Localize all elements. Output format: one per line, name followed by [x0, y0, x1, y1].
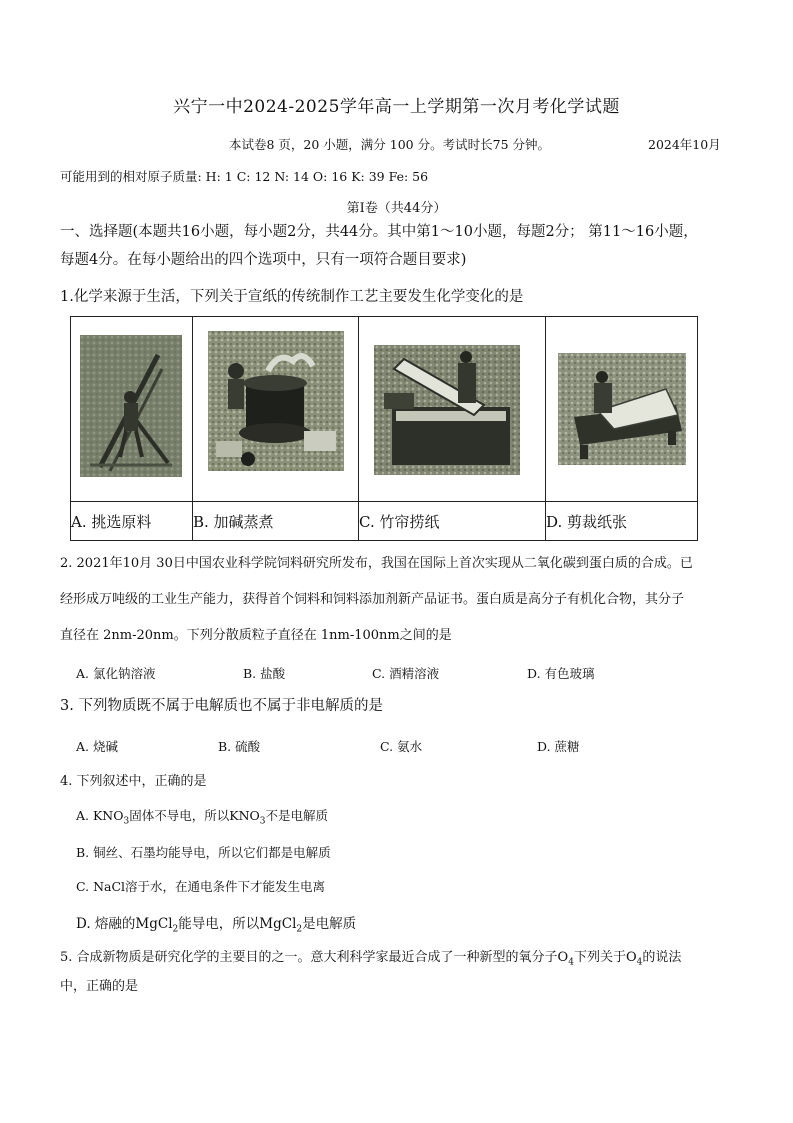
- question-4-option-b: B. 铜丝、石墨均能导电，所以它们都是电解质: [76, 845, 331, 860]
- question-4-option-d: D. 熔融的MgCl$_2$能导电，所以MgCl$_2$是电解质: [76, 916, 357, 935]
- option-b-label: B. 加碱蒸煮: [193, 502, 359, 541]
- question-4-option-a: A. $KNO_3$固体不导电，所以$KNO_3$不是电解质: [76, 808, 329, 827]
- question-4-option-c: C. NaCl溶于水，在通电条件下才能发生电离: [76, 879, 326, 894]
- question-2-line2: 经形成万吨级的工业生产能力，获得首个饲料和饲料添加剂新产品证书。蛋白质是高分子有机化合物，其分子: [60, 592, 685, 607]
- boil-with-alkali-illustration: [208, 331, 344, 471]
- section-instructions-line1: 一、选择题(本题共16小题，每小题2分，共44分。其中第1～10小题，每题2分； 第11～16小题，: [60, 224, 698, 240]
- atomic-mass-line: 可能用到的相对原子质量: H: 1 C: 12 N: 14 O: 16 K: 39 Fe: 56: [60, 169, 429, 184]
- select-materials-illustration: [80, 335, 182, 477]
- option-c-label: C. 竹帘捞纸: [359, 502, 546, 541]
- question-5-line1: 5. 合成新物质是研究化学的主要目的之一。意大利科学家最近合成了一种新型的氧分子$O_4$下列关于$O_4$的说法: [60, 950, 682, 968]
- question-3-option-d: D. 蔗糖: [537, 739, 580, 754]
- question-1-image-table: [70, 316, 698, 541]
- question-2-option-c: C. 酒精溶液: [372, 666, 440, 681]
- question-3-option-c: C. 氨水: [380, 739, 423, 754]
- question-2-line3: 直径在 2nm-20nm。下列分散质粒子直径在 1nm-100nm之间的是: [60, 628, 452, 643]
- exam-info: 本试卷8 页，20 小题，满分 100 分。考试时长75 分钟。: [229, 137, 550, 152]
- question-2-option-b: B. 盐酸: [243, 666, 286, 681]
- question-3-stem: 3. 下列物质既不属于电解质也不属于非电解质的是: [60, 698, 383, 714]
- picture-cell-a: [71, 317, 193, 502]
- section-instructions-line2: 每题4分。在每小题给出的四个选项中，只有一项符合题目要求): [60, 252, 467, 268]
- question-2-line1: 2. 2021年10月 30日中国农业科学院饲料研究所发布，我国在国际上首次实现从二氧化碳到蛋白质的合成。已: [60, 556, 693, 571]
- picture-cell-c: [359, 317, 546, 502]
- option-a-label: A. 挑选原料: [71, 502, 193, 541]
- question-2-option-a: A. 氯化钠溶液: [76, 666, 156, 681]
- picture-cell-d: [546, 317, 698, 502]
- picture-cell-b: [193, 317, 359, 502]
- part-title: 第Ⅰ卷（共44分）: [346, 201, 447, 216]
- cut-paper-illustration: [558, 353, 686, 465]
- option-d-label: D. 剪裁纸张: [546, 502, 698, 541]
- lift-paper-with-screen-illustration: [374, 345, 520, 475]
- question-3-option-a: A. 烧碱: [76, 739, 118, 754]
- exam-date: 2024年10月: [648, 137, 721, 152]
- question-3-option-b: B. 硫酸: [218, 739, 261, 754]
- question-5-line2: 中，正确的是: [60, 979, 139, 994]
- page-title: 兴宁一中2024-2025学年高一上学期第一次月考化学试题: [173, 97, 620, 117]
- question-1-stem: 1.化学来源于生活，下列关于宣纸的传统制作工艺主要发生化学变化的是: [60, 289, 524, 305]
- question-4-stem: 4. 下列叙述中，正确的是: [60, 774, 207, 789]
- question-2-option-d: D. 有色玻璃: [527, 666, 595, 681]
